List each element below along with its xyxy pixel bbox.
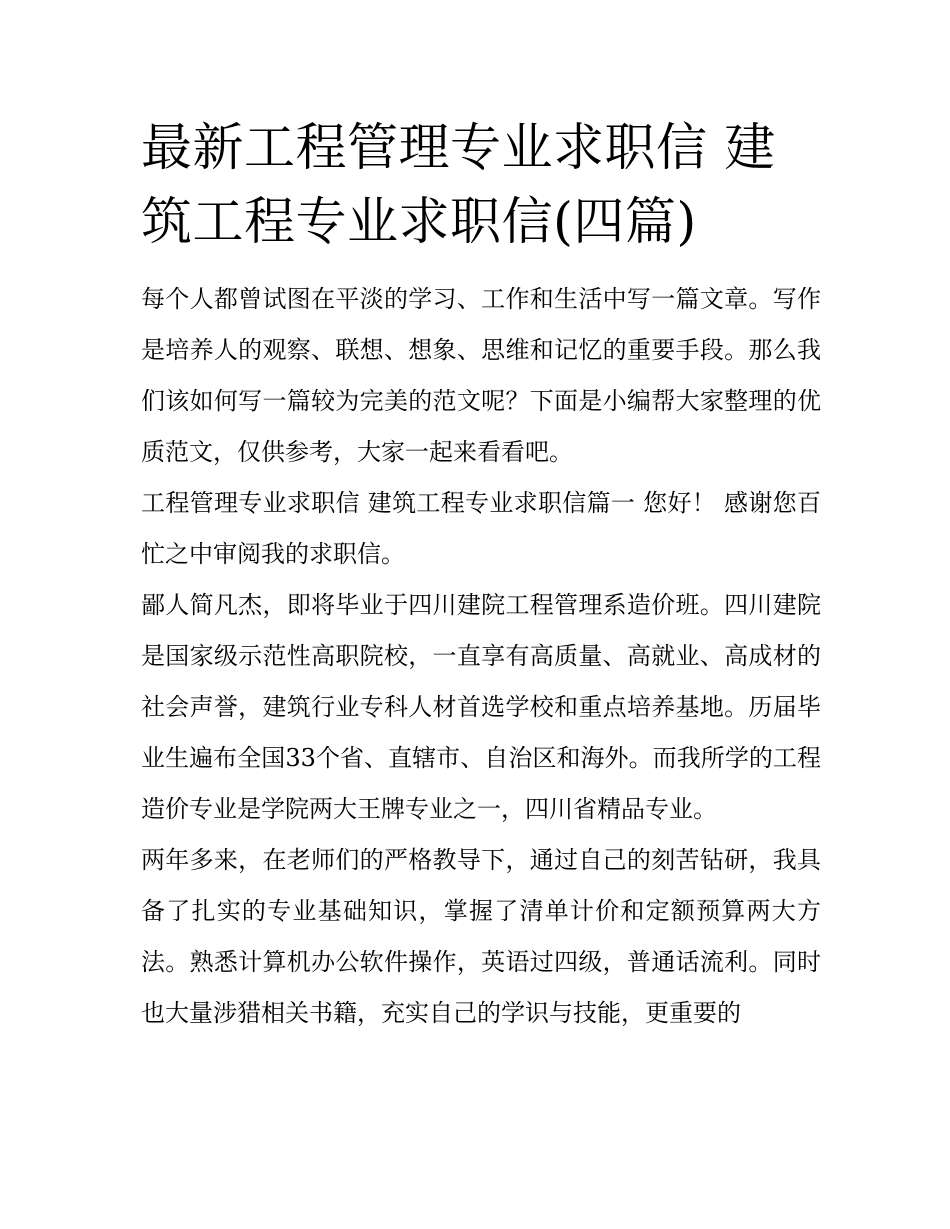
paragraph-intro: 每个人都曾试图在平淡的学习、工作和生活中写一篇文章。写作是培养人的观察、联想、想象、思维和记忆的重要手段。那么我们该如何写一篇较为完美的范文呢？下面是小编帮大家整理的优质范文，仅供参考，大家一起来看看吧。 [141, 285, 821, 466]
paragraph-background: 鄙人简凡杰，即将毕业于四川建院工程管理系造价班。四川建院是国家级示范性高职院校，一直享有高质量、高就业、高成材的社会声誉，建筑行业专科人材首选学校和重点培养基地。历届毕业生遍布全国33个省、直辖市、自治区和海外。而我所学的工程造价专业是学院两大王牌专业之一，四川省精品专业。 [141, 591, 821, 823]
document-title: 最新工程管理专业求职信 建筑工程专业求职信(四篇) [141, 119, 776, 252]
document-body [141, 274, 821, 1039]
paragraph-greeting: 工程管理专业求职信 建筑工程专业求职信篇一 您好！ 感谢您百忙之中审阅我的求职信。 [141, 489, 821, 568]
paragraph-skills: 两年多来，在老师们的严格教导下，通过自己的刻苦钻研，我具备了扎实的专业基础知识，掌握了清单计价和定额预算两大方法。熟悉计算机办公软件操作，英语过四级，普通话流利。同时也大量涉猎相关书籍，充实自己的学识与技能，更重要的 [141, 846, 821, 1027]
document-page [141, 112, 821, 1039]
